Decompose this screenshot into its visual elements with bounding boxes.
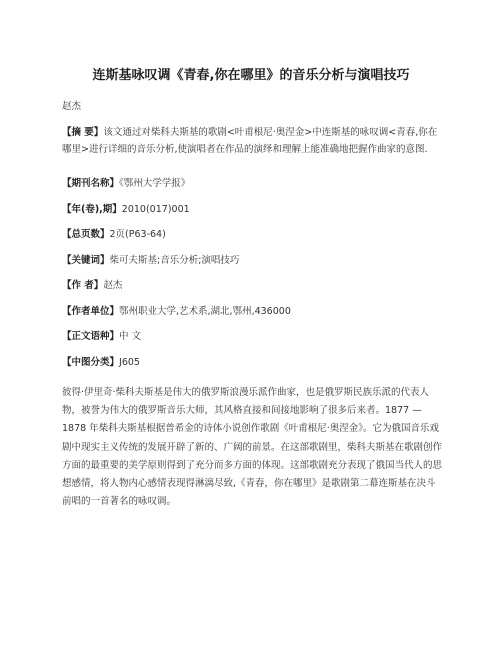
meta-label: 【期刊名称】	[62, 178, 120, 189]
meta-affiliation	[62, 303, 442, 320]
meta-value: 赵杰	[103, 280, 123, 291]
meta-author	[62, 277, 442, 294]
body-paragraph: 彼得·伊里奇·柴科夫斯基是伟大的俄罗斯浪漫乐派作曲家，也是俄罗斯民族乐派的代表人物，被誉为伟大的俄罗斯音乐大师，其风格直接和间接地影响了很多后来者。1877 — 1878 年柴科夫斯基根据普希金的诗体小说创作歌剧《叶甫根尼·奥涅金》。它为俄国音乐戏剧中现实主义传统的发展开辟了新的、广阔的前景。在这部歌剧里，柴科夫斯基在歌剧创作方面的最重要的美学原则得到了充分而多方面的体现。这部歌剧充分表现了俄国当代人的思想感情，将人物内心感情表现得淋漓尽致,《青春，你在哪里》是歌剧第二幕连斯基在决斗前唱的一首著名的咏叹调。	[62, 387, 443, 508]
document-title: 连斯基咏叹调《青春,你在哪里》的音乐分析与演唱技巧	[92, 68, 410, 83]
meta-value: J605	[119, 357, 140, 368]
author-name: 赵杰	[62, 101, 82, 112]
meta-language	[62, 328, 442, 345]
meta-value: 2页(P63-64)	[109, 229, 166, 240]
abstract	[62, 124, 442, 158]
meta-label: 【年(卷),期】	[62, 204, 122, 215]
meta-value: 中 文	[119, 331, 142, 342]
meta-label: 【关键词】	[62, 255, 110, 266]
meta-value: 柴可夫斯基;音乐分析;演唱技巧	[109, 255, 240, 266]
meta-label: 【正文语种】	[62, 331, 120, 342]
meta-value: 鄂州职业大学,艺术系,湖北,鄂州,436000	[119, 306, 291, 317]
meta-label: 【作 者】	[62, 280, 104, 291]
meta-classification	[62, 354, 442, 371]
meta-journal	[62, 175, 442, 192]
meta-label: 【中图分类】	[62, 357, 120, 368]
meta-label: 【总页数】	[62, 229, 110, 240]
meta-page-count	[62, 226, 442, 243]
meta-value: 2010(017)001	[121, 204, 190, 215]
abstract-text: 该文通过对柴科夫斯基的歌剧<叶甫根尼·奥涅金>中连斯基的咏叹调<青春,你在哪里>进行详细的音乐分析,使演唱者在作品的演绎和理解上能准确地把握作曲家的意图.	[62, 127, 438, 155]
abstract-label: 【摘 要】	[62, 127, 104, 138]
meta-year-volume-issue	[62, 201, 442, 218]
meta-keywords	[62, 252, 442, 269]
meta-value: 《鄂州大学学报》	[119, 178, 191, 189]
meta-label: 【作者单位】	[62, 306, 120, 317]
